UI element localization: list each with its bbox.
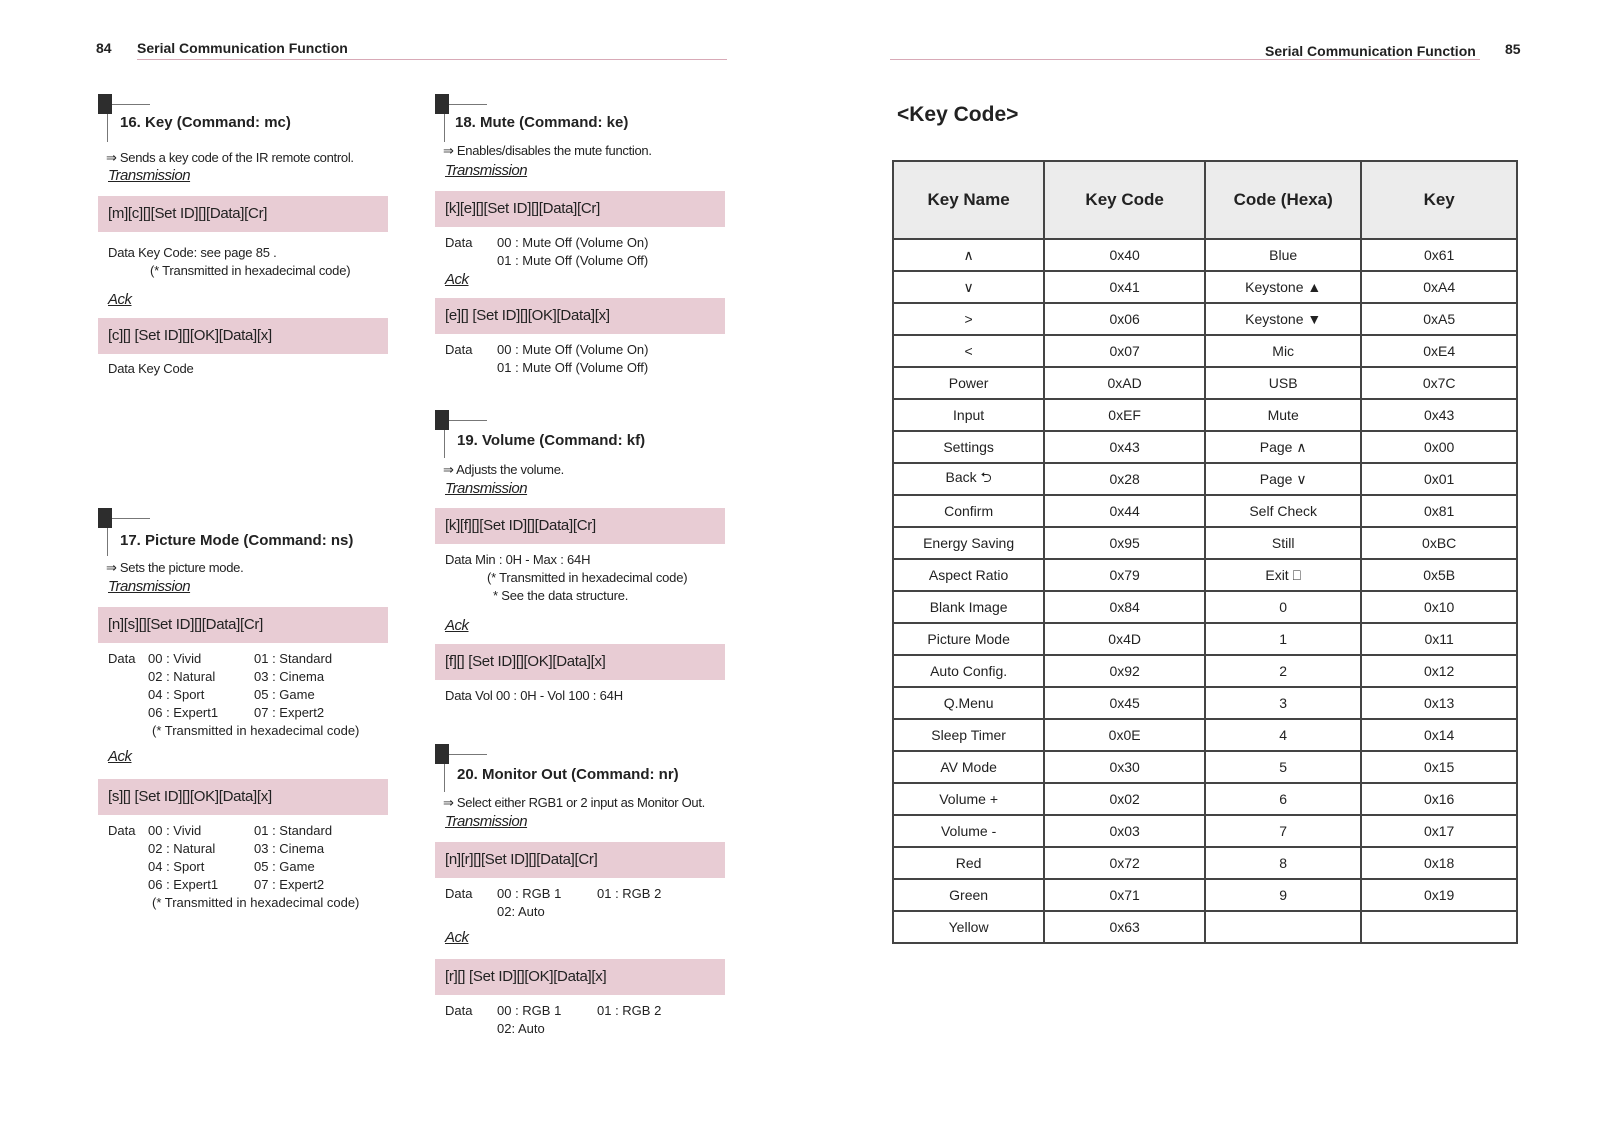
ack-label: Ack [445,929,469,946]
table-cell: Exit ⎕ [1205,559,1361,591]
table-row [893,879,1517,911]
ack-box: [c][] [Set ID][][OK][Data][x] [98,318,388,354]
data-value: 03 : Cinema [254,841,325,856]
table-cell: Energy Saving [893,527,1044,559]
table-cell: Page ∨ [1205,463,1361,495]
marker-line [449,104,487,105]
data-note: (* Transmitted in hexadecimal code) [487,570,688,585]
section-monitor-out [435,744,735,1044]
table-cell: 0x01 [1361,463,1517,495]
table-row [893,687,1517,719]
table-cell: 0x40 [1044,239,1205,271]
transmission-label: Transmission [445,480,528,497]
table-row [893,591,1517,623]
table-row [893,303,1517,335]
data-note: * See the data structure. [493,588,629,603]
table-row [893,271,1517,303]
data-label: Data [445,886,473,901]
table-row [893,367,1517,399]
table-cell: 4 [1205,719,1361,751]
marker-line [107,528,108,556]
ack-box: [r][] [Set ID][][OK][Data][x] [435,959,725,995]
table-cell: Aspect Ratio [893,559,1044,591]
data-table [445,885,661,921]
data-value: 07 : Expert2 [254,705,325,720]
data-note: (* Transmitted in hexadecimal code) [152,723,360,738]
ack-note: Data Key Code [108,361,194,376]
table-cell: Input [893,399,1044,431]
table-cell: 0xA5 [1361,303,1517,335]
data-table [445,234,649,270]
table-cell: 1 [1205,623,1361,655]
table-cell: 0x12 [1361,655,1517,687]
ack-data-table [445,1002,661,1038]
section-marker [98,508,112,528]
table-row [893,399,1517,431]
table-cell: 2 [1205,655,1361,687]
table-cell: Still [1205,527,1361,559]
table-cell: 0x30 [1044,751,1205,783]
table-cell: 0xAD [1044,367,1205,399]
table-row [893,623,1517,655]
table-cell: 0xA4 [1361,271,1517,303]
table-row [893,815,1517,847]
table-cell: 5 [1205,751,1361,783]
table-cell: AV Mode [893,751,1044,783]
table-row [893,911,1517,943]
table-cell: > [893,303,1044,335]
table-cell: Sleep Timer [893,719,1044,751]
table-cell: Self Check [1205,495,1361,527]
table-cell: 0x18 [1361,847,1517,879]
data-value: 01 : Mute Off (Volume Off) [497,253,649,268]
table-cell: 0x45 [1044,687,1205,719]
transmission-box: [m][c][][Set ID][][Data][Cr] [98,196,388,232]
table-cell: Confirm [893,495,1044,527]
table-cell: 0x14 [1361,719,1517,751]
table-cell: Back ⮌ [893,463,1044,495]
marker-line [449,754,487,755]
marker-line [444,114,445,142]
table-cell [1361,911,1517,943]
ack-box: [s][] [Set ID][][OK][Data][x] [98,779,388,815]
table-row [893,431,1517,463]
section-marker [98,94,112,114]
section-title: 18. Mute (Command: ke) [455,114,629,131]
data-value: 00 : RGB 1 [497,1003,562,1018]
table-row [893,847,1517,879]
section-volume [435,410,735,710]
table-cell: < [893,335,1044,367]
data-note: Data Key Code: see page 85 . [108,245,277,260]
marker-line [112,104,150,105]
table-cell: Blank Image [893,591,1044,623]
data-value: 01 : Mute Off (Volume Off) [497,360,649,375]
table-cell: Red [893,847,1044,879]
data-label: Data [108,823,136,838]
section-picture-mode [98,508,398,918]
ack-box: [f][] [Set ID][][OK][Data][x] [435,644,725,680]
table-cell: 0x11 [1361,623,1517,655]
marker-line [444,764,445,792]
ack-note: Data Vol 00 : 0H - Vol 100 : 64H [445,688,623,703]
transmission-box: [n][r][][Set ID][][Data][Cr] [435,842,725,878]
data-value: 01 : Standard [254,651,333,666]
table-cell: 0x07 [1044,335,1205,367]
table-cell: 0x63 [1044,911,1205,943]
data-value: 01 : RGB 2 [597,1003,662,1018]
data-value: 06 : Expert1 [148,877,219,892]
column-header: Key [1361,161,1517,239]
table-cell: Mute [1205,399,1361,431]
data-value: 00 : Mute Off (Volume On) [497,235,649,250]
data-label: Data [445,342,473,357]
table-row [893,335,1517,367]
table-cell [1205,911,1361,943]
table-row [893,783,1517,815]
table-cell: Power [893,367,1044,399]
table-cell: 0x7C [1361,367,1517,399]
left-header-title: Serial Communication Function [137,40,348,56]
table-cell: 0x03 [1044,815,1205,847]
section-description: ⇒ Adjusts the volume. [443,462,564,477]
data-label: Data [445,1003,473,1018]
table-cell: 0x16 [1361,783,1517,815]
ack-data-table [445,341,649,377]
table-cell: 0x19 [1361,879,1517,911]
marker-line [107,114,108,142]
table-cell: Picture Mode [893,623,1044,655]
data-value: 00 : Mute Off (Volume On) [497,342,649,357]
table-cell: 0x81 [1361,495,1517,527]
data-label: Data [108,651,136,666]
section-description: ⇒ Sends a key code of the IR remote control. [106,150,354,165]
section-key [98,94,398,384]
table-row [893,559,1517,591]
table-cell: 0x44 [1044,495,1205,527]
transmission-label: Transmission [108,578,191,595]
transmission-label: Transmission [108,167,191,184]
ack-label: Ack [445,271,469,288]
table-cell: 0x00 [1361,431,1517,463]
right-header-rule [890,59,1480,60]
data-value: 04 : Sport [148,687,205,702]
data-value: 00 : Vivid [148,823,202,838]
table-cell: 0x72 [1044,847,1205,879]
table-cell: 0x10 [1361,591,1517,623]
column-header: Code (Hexa) [1205,161,1361,239]
table-cell: 0x15 [1361,751,1517,783]
section-marker [435,94,449,114]
ack-data-table [108,822,384,912]
table-cell: 0x28 [1044,463,1205,495]
table-cell: 0x17 [1361,815,1517,847]
data-value: 05 : Game [254,687,315,702]
data-table [108,650,384,740]
left-header-rule [137,59,727,60]
table-cell: 9 [1205,879,1361,911]
data-value: 02 : Natural [148,669,216,684]
section-description: ⇒ Select either RGB1 or 2 input as Monitor Out. [443,795,705,810]
section-marker [435,410,449,430]
transmission-box: [k][f][][Set ID][][Data][Cr] [435,508,725,544]
data-note: (* Transmitted in hexadecimal code) [150,263,351,278]
section-mute [435,94,735,384]
table-cell: 0x61 [1361,239,1517,271]
table-cell: ∧ [893,239,1044,271]
table-cell: Yellow [893,911,1044,943]
column-header: Key Code [1044,161,1205,239]
ack-label: Ack [108,748,132,765]
table-cell: Volume - [893,815,1044,847]
table-cell: Mic [1205,335,1361,367]
transmission-label: Transmission [445,813,528,830]
table-cell: 0x84 [1044,591,1205,623]
column-header: Key Name [893,161,1044,239]
section-title: 16. Key (Command: mc) [120,114,291,131]
table-cell: USB [1205,367,1361,399]
table-row [893,495,1517,527]
table-cell: 0x79 [1044,559,1205,591]
table-cell: 0x43 [1044,431,1205,463]
table-cell: 0x0E [1044,719,1205,751]
section-title: 19. Volume (Command: kf) [457,432,646,449]
left-page-number: 84 [96,40,112,56]
data-note: Data Min : 0H - Max : 64H [445,552,591,567]
transmission-label: Transmission [445,162,528,179]
table-cell: 8 [1205,847,1361,879]
table-row [893,655,1517,687]
table-cell: 0x43 [1361,399,1517,431]
marker-line [112,518,150,519]
table-cell: Green [893,879,1044,911]
data-value: 00 : RGB 1 [497,886,562,901]
data-value: 05 : Game [254,859,315,874]
table-cell: 3 [1205,687,1361,719]
table-cell: 0x71 [1044,879,1205,911]
ack-label: Ack [108,291,132,308]
right-header-title: Serial Communication Function [1265,43,1476,59]
marker-line [444,430,445,458]
section-title: 20. Monitor Out (Command: nr) [457,766,679,783]
table-cell: 0x92 [1044,655,1205,687]
table-cell: Settings [893,431,1044,463]
table-cell: 7 [1205,815,1361,847]
key-code-table [892,160,1518,944]
data-value: 02 : Natural [148,841,216,856]
data-value: 07 : Expert2 [254,877,325,892]
data-value: 01 : Standard [254,823,333,838]
section-description: ⇒ Enables/disables the mute function. [443,143,652,158]
table-row [893,719,1517,751]
table-row [893,239,1517,271]
right-page-number: 85 [1505,41,1521,57]
data-value: 01 : RGB 2 [597,886,662,901]
table-cell: Keystone ▲ [1205,271,1361,303]
table-cell: 0x02 [1044,783,1205,815]
table-cell: 0xEF [1044,399,1205,431]
table-cell: Page ∧ [1205,431,1361,463]
table-cell: 0xE4 [1361,335,1517,367]
data-value: 03 : Cinema [254,669,325,684]
data-value: 02: Auto [497,904,545,919]
table-cell: 0x5B [1361,559,1517,591]
table-cell: 0xBC [1361,527,1517,559]
table-cell: ∨ [893,271,1044,303]
table-cell: Auto Config. [893,655,1044,687]
table-cell: Keystone ▼ [1205,303,1361,335]
table-cell: 0 [1205,591,1361,623]
data-value: 00 : Vivid [148,651,202,666]
table-cell: 0x95 [1044,527,1205,559]
data-note: (* Transmitted in hexadecimal code) [152,895,360,910]
table-row [893,751,1517,783]
data-value: 04 : Sport [148,859,205,874]
data-value: 02: Auto [497,1021,545,1036]
marker-line [449,420,487,421]
section-title: 17. Picture Mode (Command: ns) [120,532,354,549]
table-cell: 0x41 [1044,271,1205,303]
table-cell: 6 [1205,783,1361,815]
ack-box: [e][] [Set ID][][OK][Data][x] [435,298,725,334]
table-cell: Blue [1205,239,1361,271]
table-cell: 0x13 [1361,687,1517,719]
key-code-title: <Key Code> [897,103,1019,126]
data-value: 06 : Expert1 [148,705,219,720]
section-description: ⇒ Sets the picture mode. [106,560,244,575]
table-row [893,463,1517,495]
table-cell: 0x4D [1044,623,1205,655]
section-marker [435,744,449,764]
transmission-box: [k][e][][Set ID][][Data][Cr] [435,191,725,227]
transmission-box: [n][s][][Set ID][][Data][Cr] [98,607,388,643]
data-label: Data [445,235,473,250]
table-cell: Q.Menu [893,687,1044,719]
key-code-rows [893,239,1517,943]
ack-label: Ack [445,617,469,634]
table-cell: 0x06 [1044,303,1205,335]
table-cell: Volume + [893,783,1044,815]
table-row [893,527,1517,559]
